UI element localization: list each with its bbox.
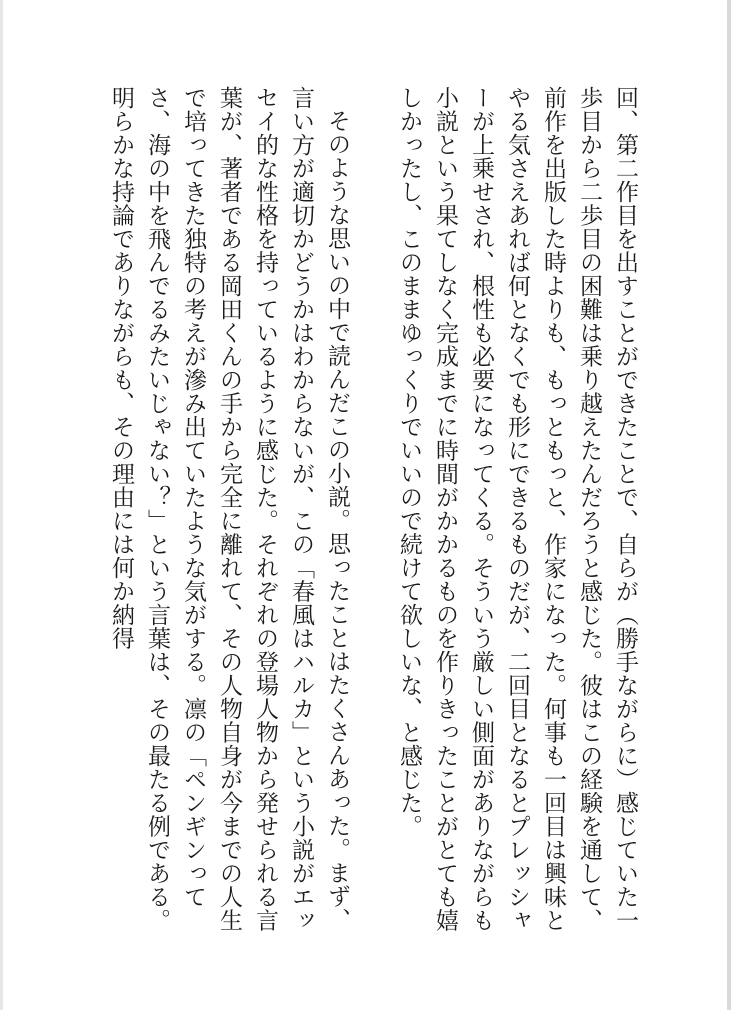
page-right-edge <box>727 0 731 1010</box>
paragraph-gap <box>355 86 391 946</box>
vertical-text-body <box>103 86 643 946</box>
paragraph-2: そのような思いの中で読んだこの小説。思ったことはたくさんあった。まず、言い方が適切かどうかはわからないが、この「春風はハルカ」という小説がエッセイ的な性格を持っているように感じた。それぞれの登場人物から発せられる言葉が、著者である岡田くんの手から完全に離れて、その人物自身が今までの人生で培ってきた独特の考えが滲み出ていたような気がする。凛の「ペンギンってさ、海の中を飛んでるみたいじゃない？」という言葉は、その最たる例である。明らかな持論でありながらも、その理由には何か納得 <box>108 86 350 932</box>
page-left-edge <box>0 0 3 1010</box>
paragraph-1: 回、第二作目を出すことができたことで、自らが（勝手ながらに）感じていた一歩目から二歩目の困難は乗り越えたんだろうと感じた。彼はこの経験を通して、前作を出版した時よりも、もっともっと、作家になった。何事も一回目は興味とやる気さえあれば何となくでも形にできるものだが、二回目となるとプレッシャーが上乗せされ、根性も必要になってくる。そういう厳しい側面がありながらも小説という果てしなく完成までに時間がかかるものを作りきったことがとても嬉しかったし、このままゆっくりでいいので続けて欲しいな、と感じた。 <box>396 86 638 932</box>
